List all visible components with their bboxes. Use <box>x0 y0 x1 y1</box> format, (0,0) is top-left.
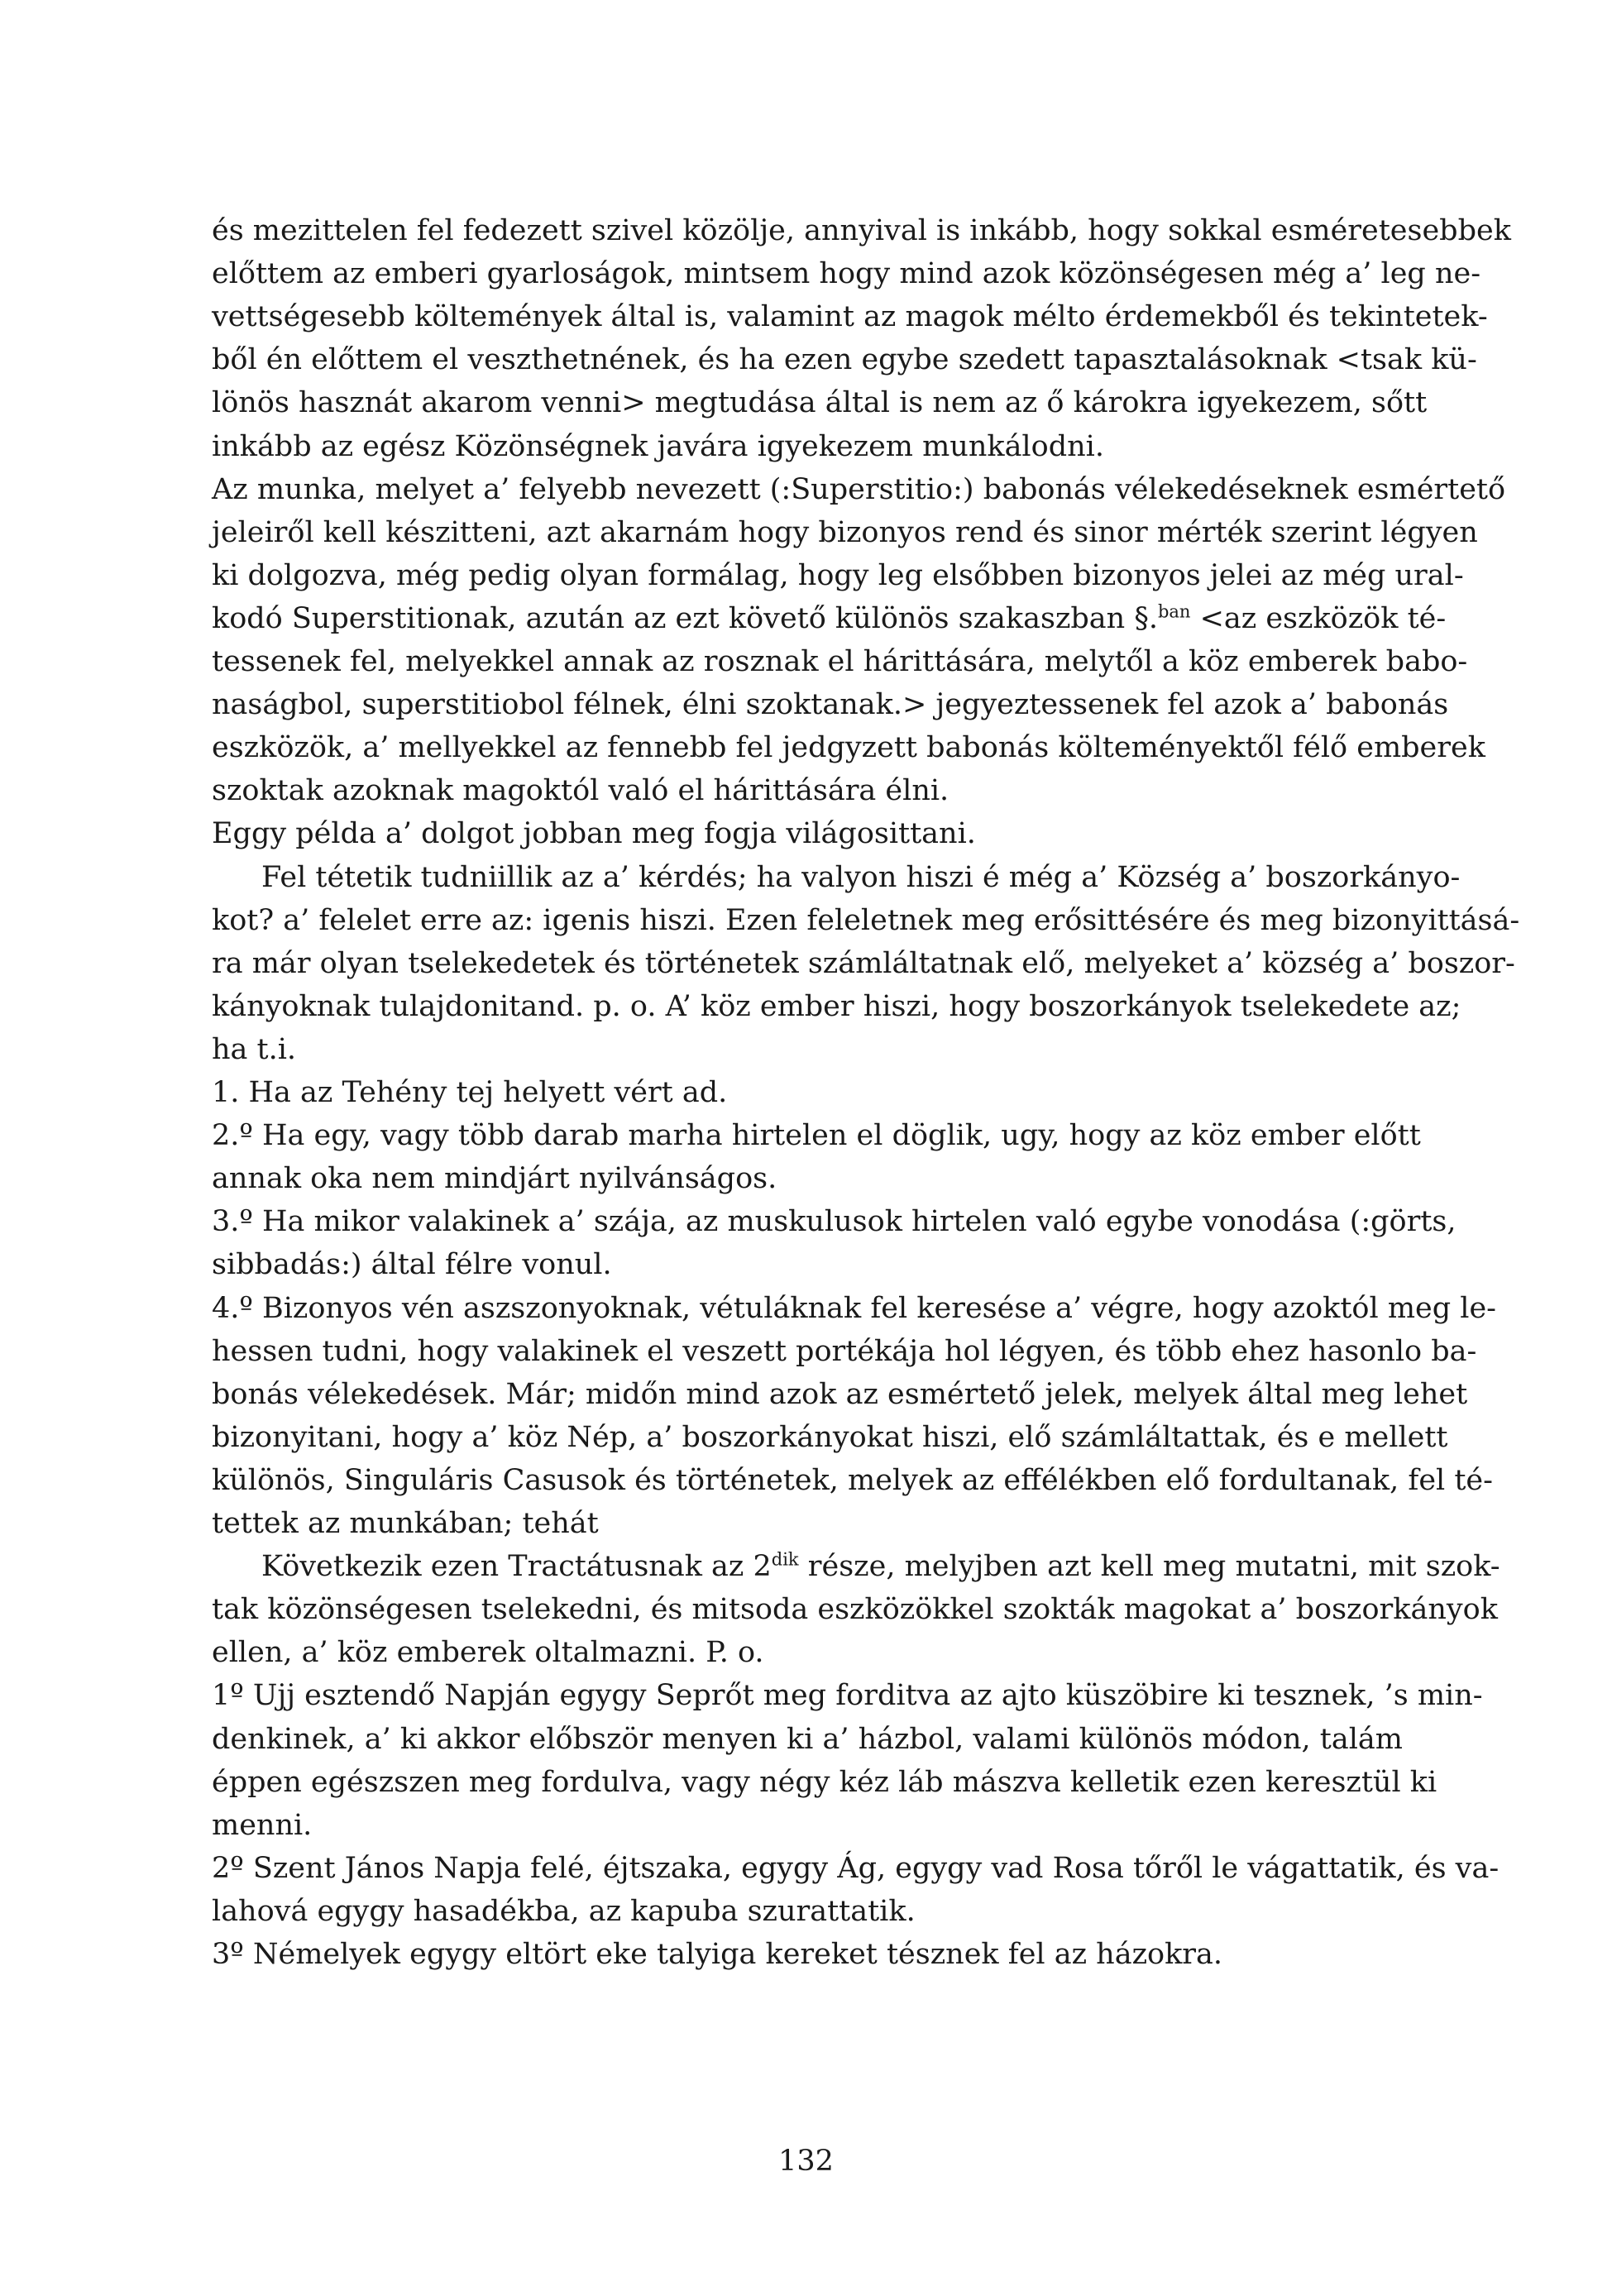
text-line <box>212 1113 1421 1158</box>
line-text: szoktak azoknak magoktól való el hárittására élni. <box>212 774 950 807</box>
line-text: 2.º Ha egy, vagy több darab marha hirtelen el döglik, ugy, hogy az köz ember előtt <box>212 1119 1421 1152</box>
text-line <box>212 1242 1403 1287</box>
line-text: inkább az egész Közönségnek javára igyekezem munkálodni. <box>212 430 1104 463</box>
line-text: tak közönségesen tselekedni, és mitsoda eszközökkel szokták magokat a’ boszorkányok <box>212 1593 1498 1626</box>
text-line <box>212 337 1477 382</box>
text-line <box>212 1070 1403 1115</box>
text-line <box>212 1717 1403 1762</box>
line-text: ki dolgozva, még pedig olyan formálag, hogy leg elsőbben bizonyos jelei az még ural- <box>212 559 1464 592</box>
line-text: kodó Superstitionak, azután az ezt követő különös szakaszban §. <box>212 602 1158 635</box>
text-line <box>261 1544 1500 1589</box>
line-text: lahová egygy hasadékba, az kapuba szurattatik. <box>212 1895 916 1928</box>
line-text: 1. Ha az Tehény tej helyett vért ad. <box>212 1076 728 1109</box>
line-text: éppen egészszen meg fordulva, vagy négy kéz láb mászva kelletik ezen keresztül ki <box>212 1766 1437 1799</box>
text-line <box>212 1415 1448 1460</box>
text-line <box>212 596 1447 641</box>
text-line <box>212 639 1468 684</box>
line-text: 4.º Bizonyos vén aszszonyoknak, vétuláknak fel keresése a’ végre, hogy azoktól meg le- <box>212 1292 1496 1325</box>
line-text: előttem az emberi gyarloságok, mintsem hogy mind azok közönségesen még a’ leg ne- <box>212 257 1481 290</box>
text-line <box>212 1932 1403 1977</box>
line-text: lönös hasznát akarom venni> megtudása által is nem az ő károkra igyekezem, sőtt <box>212 386 1428 419</box>
line-text: különös, Singuláris Casusok és történetek, melyek az effélékben elő fordultanak, fel té- <box>212 1464 1493 1497</box>
text-line <box>212 1803 1403 1848</box>
text-line <box>261 855 1461 900</box>
line-text: denkinek, a’ ki akkor előbször menyen ki a’ házbol, valami különös módon, talám <box>212 1723 1403 1756</box>
text-line <box>212 1372 1468 1417</box>
line-text: ellen, a’ köz emberek oltalmazni. P. o. <box>212 1636 764 1669</box>
line-text: tessenek fel, melyekkel annak az rosznak el hárittására, melytől a köz emberek babo- <box>212 645 1468 678</box>
text-line <box>212 725 1485 770</box>
line-text: Eggy példa a’ dolgot jobban meg fogja világosittani. <box>212 817 976 850</box>
text-line <box>212 811 1403 856</box>
text-line <box>212 768 1403 813</box>
text-line <box>212 380 1428 425</box>
text-line <box>212 1630 1403 1675</box>
text-line <box>212 682 1449 727</box>
line-text: menni. <box>212 1809 313 1842</box>
text-line <box>212 1027 1403 1072</box>
line-text: és mezittelen fel fedezett szivel közölje, annyival is inkább, hogy sokkal esméretesebbek <box>212 214 1511 247</box>
line-text: annak oka nem mindjárt nyilvánságos. <box>212 1162 777 1195</box>
line-text: hessen tudni, hogy valakinek el veszett portékája hol légyen, és több ehez hasonlo ba- <box>212 1335 1477 1368</box>
line-text-continued: része, melyjben azt kell meg mutatni, mit szok- <box>798 1550 1500 1583</box>
text-line <box>212 1156 1403 1201</box>
text-line <box>212 1760 1437 1805</box>
line-text: bizonyitani, hogy a’ köz Nép, a’ boszorkányokat hiszi, elő számláltattak, és e mellett <box>212 1421 1448 1454</box>
line-text: kot? a’ felelet erre az: igenis hiszi. Ezen feleletnek meg erősittésére és meg bizonyittásá- <box>212 904 1520 937</box>
line-text: bonás vélekedések. Már; midőn mind azok az esmértető jelek, melyek által meg lehet <box>212 1378 1468 1411</box>
superscript: ban <box>1157 601 1191 622</box>
line-text: 3º Némelyek egygy eltört eke talyiga kereket tésznek fel az házokra. <box>212 1938 1223 1971</box>
text-line <box>212 984 1461 1029</box>
text-line <box>212 553 1464 598</box>
line-text: 1º Ujj esztendő Napján egygy Seprőt meg forditva az ajto küszöbire ki tesznek, ’s min- <box>212 1679 1483 1712</box>
text-line <box>212 208 1511 253</box>
line-text: jeleiről kell készitteni, azt akarnám hogy bizonyos rend és sinor mérték szerint légyen <box>212 516 1478 549</box>
line-text-continued: <az eszközök té- <box>1190 602 1447 635</box>
text-line <box>212 1889 1403 1934</box>
text-line <box>212 1329 1477 1374</box>
line-text: 3.º Ha mikor valakinek a’ szája, az muskulusok hirtelen való egybe vonodása (:görts, <box>212 1205 1457 1238</box>
text-line <box>212 467 1506 512</box>
text-line <box>212 251 1481 296</box>
text-line <box>212 898 1520 943</box>
line-text: sibbadás:) által félre vonul. <box>212 1248 612 1281</box>
text-line <box>212 1673 1483 1718</box>
text-line <box>212 1587 1498 1632</box>
line-text: kányoknak tulajdonitand. p. o. A’ köz ember hiszi, hogy boszorkányok tselekedete az; <box>212 990 1461 1023</box>
text-line <box>212 1846 1500 1891</box>
text-line <box>212 1199 1457 1244</box>
superscript: dik <box>771 1549 799 1570</box>
text-line <box>212 510 1478 555</box>
text-line <box>212 1501 1403 1546</box>
line-text: ből én előttem el veszthetnének, és ha ezen egybe szedett tapasztalásoknak <tsak kü- <box>212 343 1477 376</box>
text-line <box>212 294 1488 339</box>
line-text: eszközök, a’ mellyekkel az fennebb fel jedgyzett babonás költeményektől félő emberek <box>212 731 1485 764</box>
line-text: ha t.i. <box>212 1033 297 1066</box>
text-line <box>212 1458 1493 1503</box>
text-line <box>212 941 1515 986</box>
line-text: naságbol, superstitiobol félnek, élni szoktanak.> jegyeztessenek fel azok a’ babonás <box>212 688 1449 721</box>
line-text: Fel tétetik tudniillik az a’ kérdés; ha valyon hiszi é még a’ Község a’ boszorkányo- <box>261 861 1461 894</box>
line-text: Az munka, melyet a’ felyebb nevezett (:Superstitio:) babonás vélekedéseknek esmértető <box>212 473 1506 506</box>
line-text: vettségesebb költemények által is, valamint az magok mélto érdemekből és tekintetek- <box>212 300 1488 333</box>
line-text: 2º Szent János Napja felé, éjtszaka, egygy Ág, egygy vad Rosa tőről le vágattatik, és va- <box>212 1852 1500 1885</box>
text-line <box>212 1286 1496 1331</box>
line-text: ra már olyan tselekedetek és történetek számláltatnak elő, melyeket a’ község a’ boszor- <box>212 947 1515 980</box>
line-text: tettek az munkában; tehát <box>212 1507 599 1540</box>
text-line <box>212 424 1403 469</box>
line-text: Következik ezen Tractátusnak az 2 <box>261 1550 772 1583</box>
page-number: 132 <box>778 2145 834 2178</box>
